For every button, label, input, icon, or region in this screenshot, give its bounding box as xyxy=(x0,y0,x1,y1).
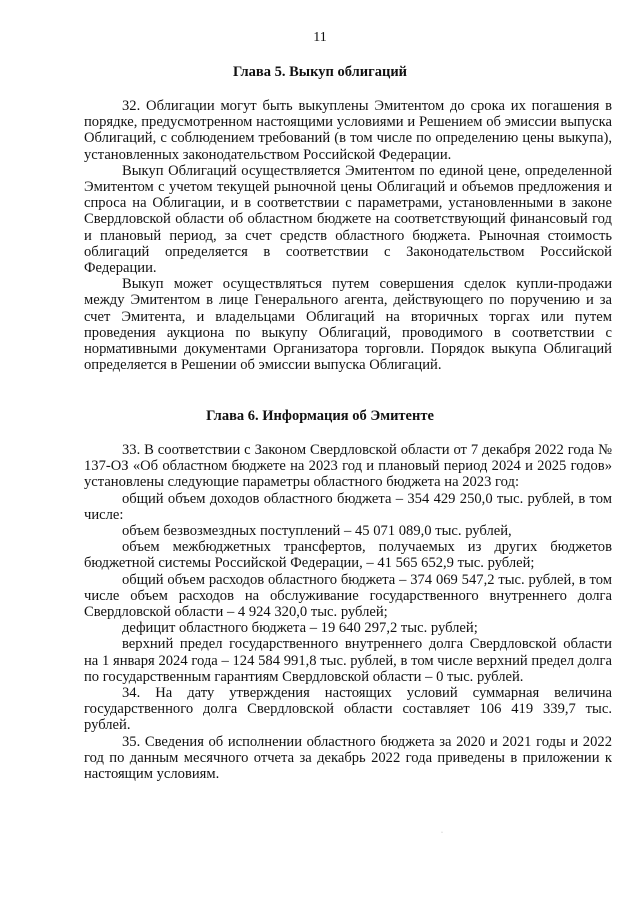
chapter-6-title: Глава 6. Информация об Эмитенте xyxy=(206,408,434,424)
budget-expenses: общий объем расходов областного бюджета – 374 069 547,2 тыс. рублей, в том числе объем расходов на обслуживание государственного внутреннего долга Свердловской области – 4 924 320,0 тыс. рублей; xyxy=(84,571,612,621)
paragraph-buyback-method: Выкуп может осуществляться путем совершения сделок купли-продажи между Эмитентом в лице Генерального агента, действующего по поручению и за счет Эмитента, и владельцами Облигаций на вторичных торгах или путем проведения аукциона по выкупу Облигаций, проводимого в соответствии с нормативными документами Организатора торговли. Порядок выкупа Облигаций определяется в Решении об эмиссии выпуска Облигаций. xyxy=(84,276,612,374)
chapter-5-body xyxy=(84,98,612,373)
chapter-5-title: Глава 5. Выкуп облигаций xyxy=(232,64,408,80)
chapter-6-body xyxy=(84,442,612,782)
paragraph-buyback-price: Выкуп Облигаций осуществляется Эмитентом по единой цене, определенной Эмитентом с учетом текущей рыночной цены Облигаций и объемов предложения и спроса на Облигации, и в соответствии с параметрами, установленными в законе Свердловской области об областном бюджете на соответствующий финансовый год и плановый период, за счет средств областного бюджета. Рыночная стоимость облигаций определяется в соответствии с Законодательством Российской Федерации. xyxy=(84,162,612,277)
page-number: 11 xyxy=(313,30,327,45)
budget-transfers: объем межбюджетных трансфертов, получаемых из других бюджетов бюджетной системы Российской Федерации, – 41 565 652,9 тыс. рублей; xyxy=(84,539,612,572)
budget-income: общий объем доходов областного бюджета – 354 429 250,0 тыс. рублей, в том числе: xyxy=(84,490,612,523)
budget-deficit: дефицит областного бюджета – 19 640 297,2 тыс. рублей; xyxy=(122,620,478,637)
paragraph-32: 32. Облигации могут быть выкуплены Эмитентом до срока их погашения в порядке, предусмотренном настоящими условиями и Решением об эмиссии выпуска Облигаций, с соблюдением требований (в том числе по определению цены выкупа), установленных законодательством Российской Федерации. xyxy=(84,98,612,163)
paragraph-33: 33. В соответствии с Законом Свердловской области от 7 декабря 2022 года № 137-ОЗ «Об областном бюджете на 2023 год и плановый период 2024 и 2025 годов» установлены следующие параметры областного бюджета на 2023 год: xyxy=(84,442,612,491)
budget-debt-limit: верхний предел государственного внутреннего долга Свердловской области на 1 января 2024 года – 124 584 991,8 тыс. рублей, в том числе верхний предел долга по государственным гарантиям Свердловской области – 0 тыс. рублей. xyxy=(84,636,612,685)
paragraph-35: 35. Сведения об исполнении областного бюджета за 2020 и 2021 годы и 2022 год по данным месячного отчета за декабрь 2022 года приведены в приложении к настоящим условиям. xyxy=(84,733,612,783)
paragraph-34: 34. На дату утверждения настоящих условий суммарная величина государственного долга Свердловской области составляет 106 419 339,7 тыс. рублей. xyxy=(84,685,612,734)
budget-free-receipts: объем безвозмездных поступлений – 45 071 089,0 тыс. рублей, xyxy=(122,523,512,540)
scan-speck: · xyxy=(441,830,443,836)
